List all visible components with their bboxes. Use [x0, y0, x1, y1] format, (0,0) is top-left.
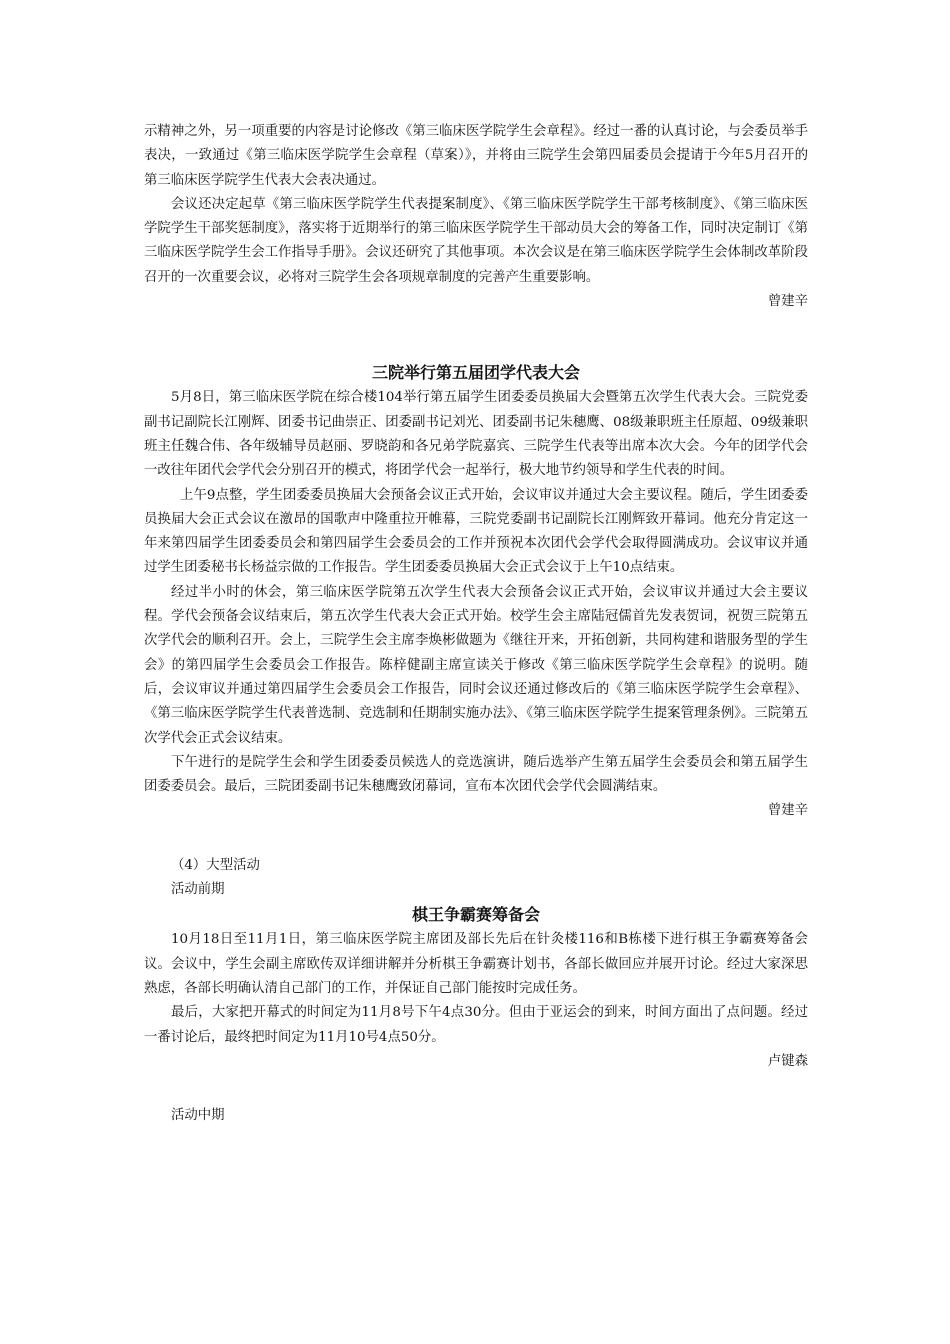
section-heading: （4）大型活动: [171, 857, 260, 873]
article-title: 棋王争霸赛筹备会: [411, 905, 540, 925]
paragraph: 5月8日，第三临床医学院在综合楼104举行第五届学生团委委员换届大会暨第五次学生代表大会。三院党委副书记副院长江刚辉、团委书记曲崇正、团委副书记刘光、团委副书记朱穗鹰、08级兼职班主任原超、09级兼职班主任魏合伟、各年级辅导员赵丽、罗晓韵和各兄弟学院嘉宾、三院学生代表等出席本次大会。今年的团学代会一改往年团代会学代会分别召开的模式，将团学代会一起举行，极大地节约领导和学生代表的时间。: [144, 390, 808, 479]
paragraph: 经过半小时的休会，第三临床医学院第五次学生代表大会预备会议正式开始，会议审议并通过大会主要议程。学代会预备会议结束后，第五次学生代表大会正式开始。校学生会主席陆冠儒首先发表贺词，祝贺三院第五次学代会的顺利召开。会上，三院学生会主席李焕彬做题为《继往开来，开拓创新，共同构建和谐服务型的学生会》的第四届学生会委员会工作报告。陈梓健副主席宣读关于修改《第三临床医学院学生会章程》的说明。随后，会议审议并通过第四届学生会委员会工作报告，同时会议还通过修改后的《第三临床医学院学生会章程》、《第三临床医学院学生代表普选制、竞选制和任期制实施办法》、《第三临床医学院学生提案管理条例》。三院第五次学代会正式会议结束。: [144, 584, 808, 746]
paragraph: 最后，大家把开幕式的时间定为11月8号下午4点30分。但由于亚运会的到来，时间方面出了点问题。经过一番讨论后，最终把时间定为11月10号4点50分。: [144, 1005, 808, 1045]
paragraph: 10月18日至11月1日，第三临床医学院主席团及部长先后在针灸楼116和B栋楼下进行棋王争霸赛筹备会议。会议中，学生会副主席欧传双详细讲解并分析棋王争霸赛计划书，各部长做回应并展开讨论。经过大家深思熟虑，各部长明确认清自己部门的工作，并保证自己部门能按时完成任务。: [144, 932, 808, 996]
article-title: 三院举行第五届团学代表大会: [371, 363, 580, 383]
author: 曾建辛: [767, 294, 808, 310]
author: 曾建辛: [767, 803, 808, 819]
document-page: [144, 120, 808, 1128]
paragraph: 会议还决定起草《第三临床医学院学生代表提案制度》、《第三临床医学院学生干部考核制度》、《第三临床医学院学生干部奖惩制度》，落实将于近期举行的第三临床医学院学生干部动员大会的筹备工作，同时决定制订《第三临床医学院学生会工作指导手册》。会议还研究了其他事项。本次会议是在第三临床医学院学生会体制改革阶段召开的一次重要会议，必将对三院学生会各项规章制度的完善产生重要影响。: [144, 196, 808, 285]
paragraph: 上午9点整，学生团委委员换届大会预备会议正式开始，会议审议并通过大会主要议程。随后，学生团委委员换届大会正式会议在激昂的国歌声中隆重拉开帷幕，三院党委副书记副院长江刚辉致开幕词。他充分肯定这一年来第四届学生团委委员会和第四届学生会委员会的工作并预祝本次团代会学代会取得圆满成功。会议审议并通过学生团委秘书长杨益宗做的工作报告。学生团委委员换届大会正式会议于上午10点结束。: [144, 487, 808, 576]
paragraph: 示精神之外，另一项重要的内容是讨论修改《第三临床医学院学生会章程》。经过一番的认真讨论，与会委员举手表决，一致通过《第三临床医学院学生会章程（草案）》，并将由三院学生会第四届委员会提请于今年5月召开的第三临床医学院学生代表大会表决通过。: [144, 124, 808, 188]
paragraph: 下午进行的是院学生会和学生团委委员候选人的竞选演讲，随后选举产生第五届学生会委员会和第五届学生团委委员会。最后，三院团委副书记朱穗鹰致闭幕词，宣布本次团代会学代会圆满结束。: [144, 754, 808, 795]
phase-label: 活动前期: [171, 882, 225, 898]
phase-label: 活动中期: [171, 1108, 225, 1124]
author: 卢键森: [767, 1053, 808, 1069]
